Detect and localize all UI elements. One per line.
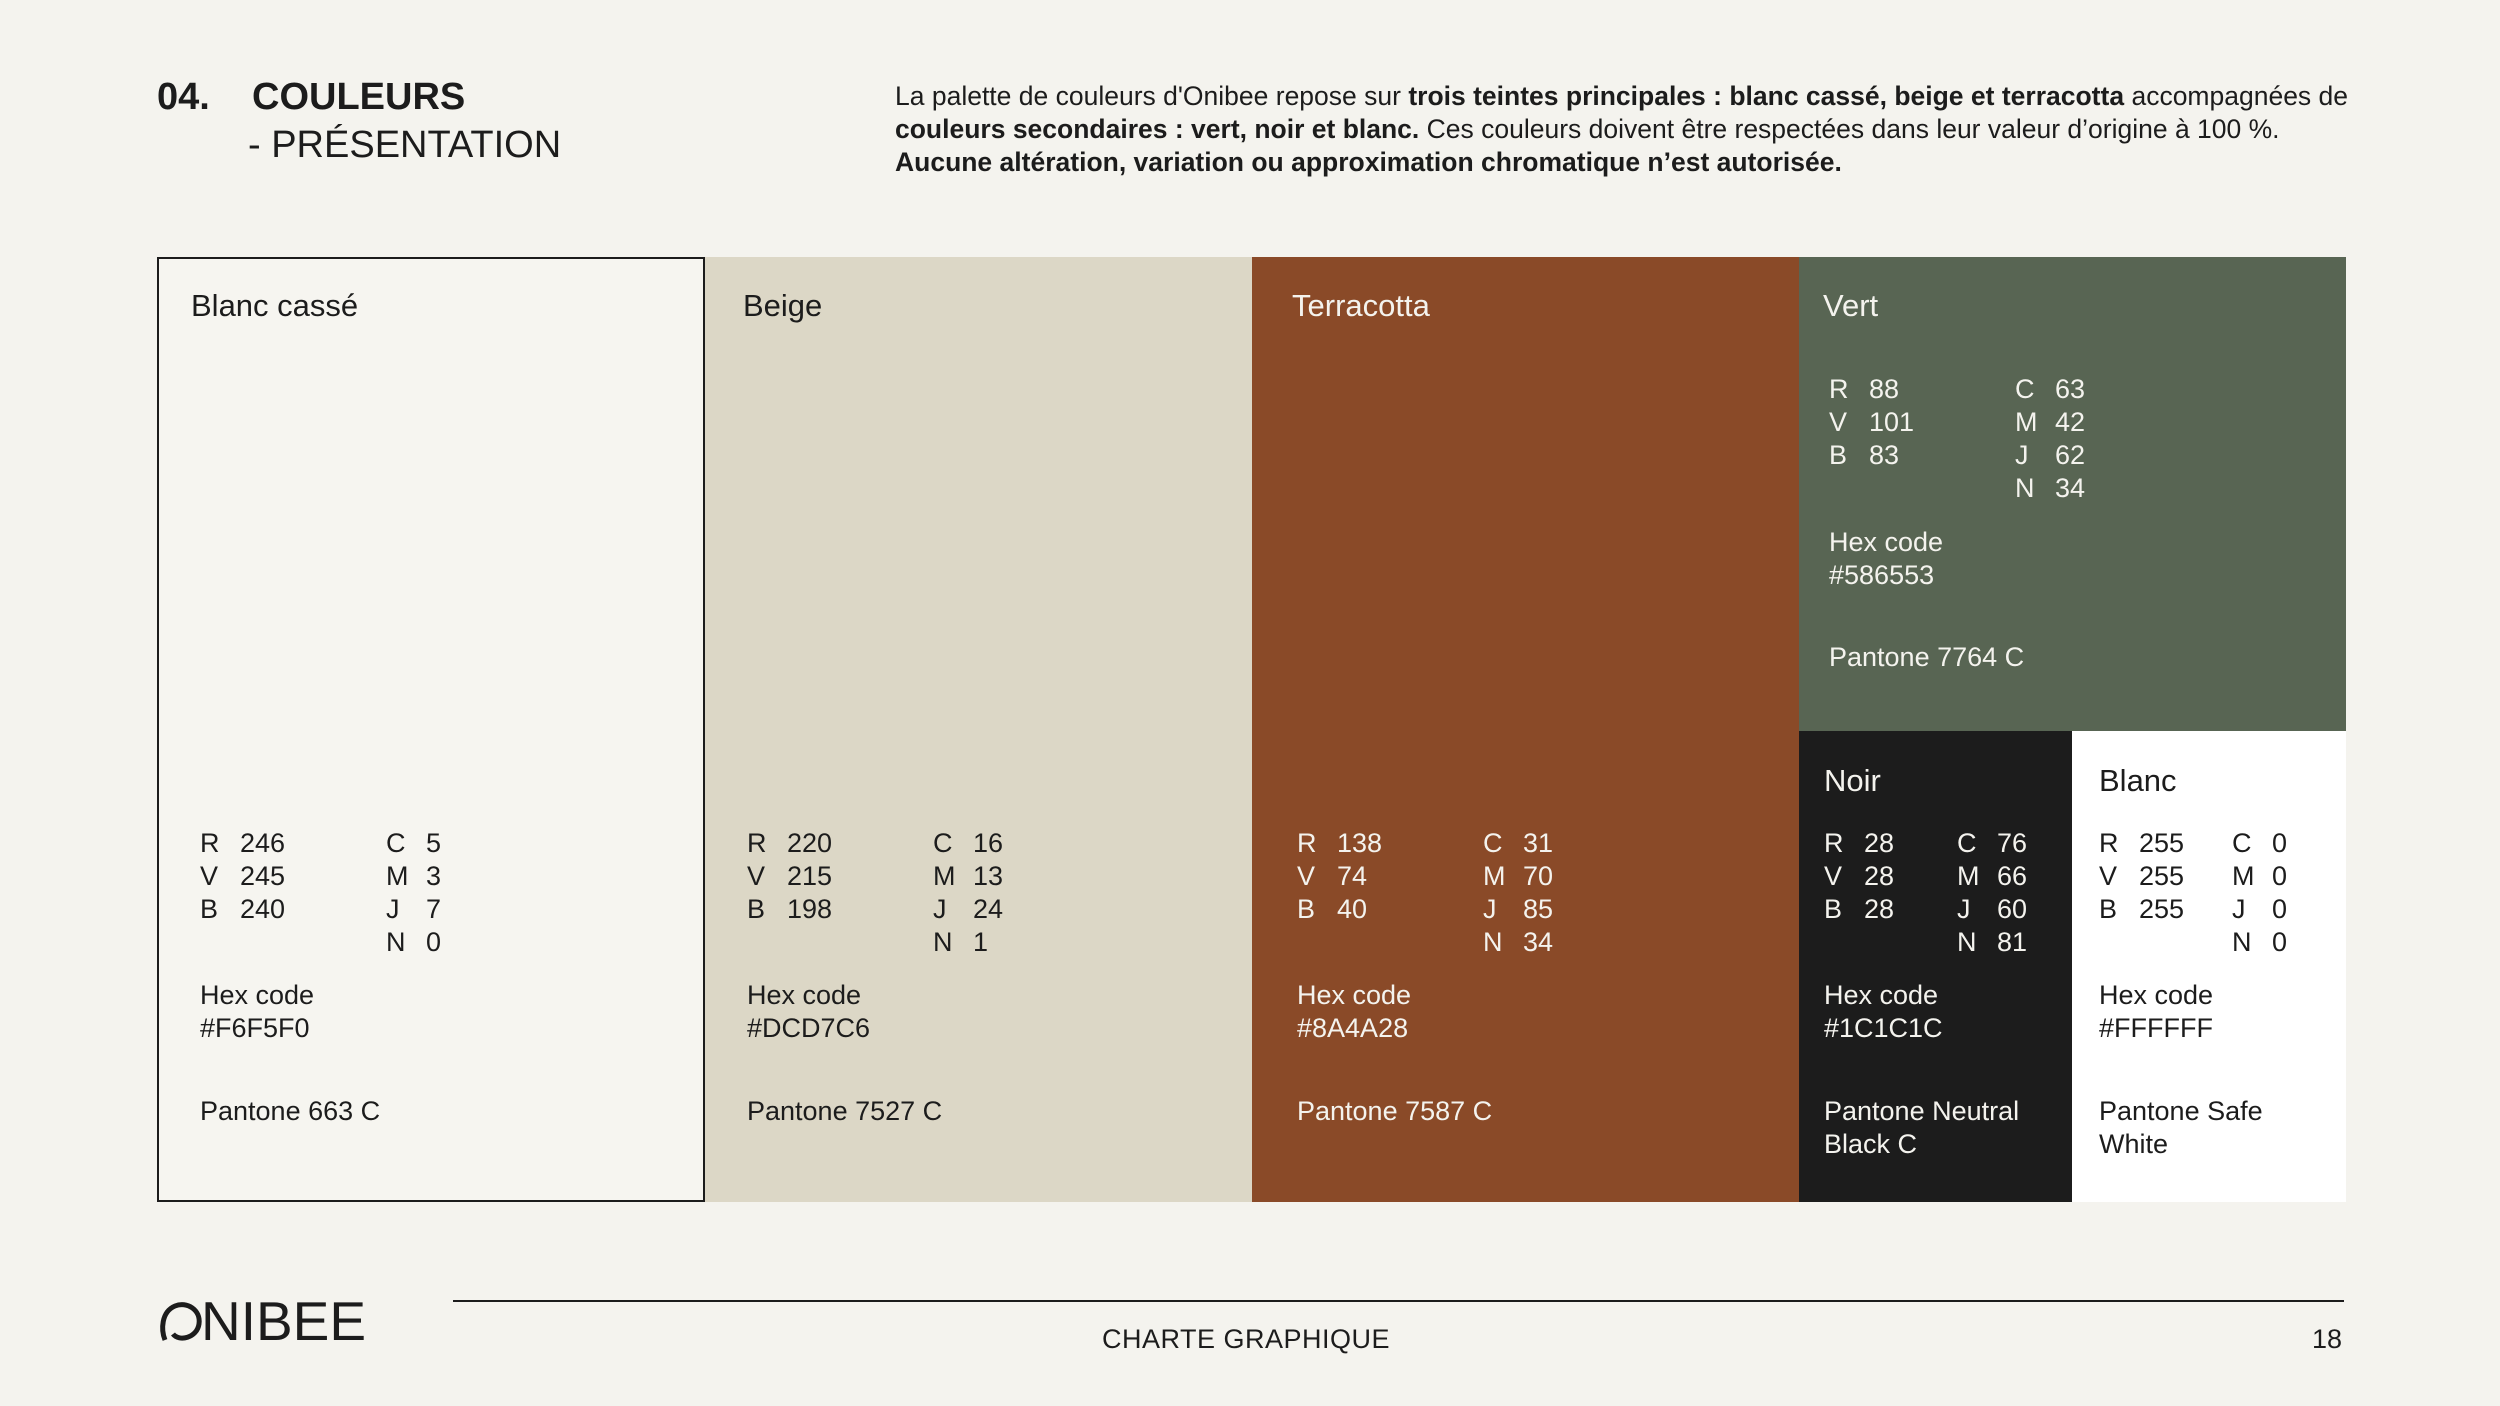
- rgb-value: [240, 926, 386, 959]
- rgb-value: [1337, 926, 1483, 959]
- cmjn-value: 63: [2055, 374, 2086, 404]
- intro-paragraph: La palette de couleurs d'Onibee repose sur trois teintes principales : blanc cassé, beige et terracotta accompagnées de couleurs secondaires : vert, noir et blanc. Ces couleurs doivent être respectées dans leur valeur d’origine à 100 %. Aucune altération, variation ou approximation chromatique n’est autorisée.: [895, 81, 2349, 177]
- cmjn-value: N: [2015, 473, 2035, 503]
- cmjn-value: C: [933, 828, 953, 858]
- rgb-value: 255: [2139, 861, 2185, 891]
- cmjn-value: 42: [2055, 407, 2086, 437]
- rgb-value: B: [1824, 894, 1843, 924]
- cmjn-value: J: [2232, 894, 2246, 924]
- cmjn-value: M: [933, 861, 956, 891]
- cmjn-value: 66: [1997, 861, 2028, 891]
- onibee-logo: [157, 1290, 417, 1350]
- rgb-value: 215: [787, 861, 833, 891]
- color-values: [1297, 827, 1669, 959]
- pantone-ref: Pantone Safe White: [2099, 1096, 2263, 1159]
- cmjn-value: 7: [426, 894, 442, 924]
- rgb-value: 88: [1869, 374, 1900, 404]
- cmjn-value: C: [386, 828, 406, 858]
- rgb-value: R: [1824, 828, 1844, 858]
- rgb-value: 198: [787, 894, 833, 924]
- rgb-value: [1864, 926, 1957, 959]
- cmjn-value: C: [2232, 828, 2252, 858]
- rgb-value: [2099, 926, 2139, 959]
- rgb-value: R: [747, 828, 767, 858]
- cmjn-value: 31: [1523, 828, 1554, 858]
- cmjn-value: M: [386, 861, 409, 891]
- cmjn-value: 3: [426, 861, 442, 891]
- rgb-value: V: [747, 861, 766, 891]
- hex-code: Hex code #586553: [1829, 527, 1944, 590]
- swatch-name: Terracotta: [1292, 288, 1430, 323]
- cmjn-value: N: [933, 927, 953, 957]
- rgb-value: R: [200, 828, 220, 858]
- swatch-name: Blanc cassé: [191, 288, 359, 323]
- rgb-value: [1297, 926, 1337, 959]
- rgb-value: V: [1824, 861, 1843, 891]
- rgb-value: 255: [2139, 828, 2185, 858]
- page-number: 18: [2312, 1324, 2343, 1354]
- rgb-value: 28: [1864, 828, 1895, 858]
- color-values: [747, 827, 1119, 959]
- rgb-value: 74: [1337, 861, 1368, 891]
- cmjn-value: M: [1483, 861, 1506, 891]
- cmjn-value: M: [2232, 861, 2255, 891]
- cmjn-value: 34: [2055, 473, 2086, 503]
- cmjn-value: J: [933, 894, 947, 924]
- cmjn-value: 13: [973, 861, 1004, 891]
- pantone-ref: Pantone 7764 C: [1829, 642, 2025, 672]
- cmjn-value: 81: [1997, 927, 2028, 957]
- swatch-name: Blanc: [2099, 763, 2177, 798]
- swatch-name: Beige: [743, 288, 823, 323]
- cmjn-value: 0: [426, 927, 442, 957]
- cmjn-value: N: [1957, 927, 1977, 957]
- rgb-value: 245: [240, 861, 286, 891]
- rgb-value: B: [747, 894, 766, 924]
- cmjn-value: M: [2015, 407, 2038, 437]
- logo-text: NIBEE: [201, 1290, 367, 1350]
- cmjn-value: 62: [2055, 440, 2086, 470]
- hex-code: Hex code #DCD7C6: [747, 980, 871, 1043]
- cmjn-value: 0: [2272, 927, 2288, 957]
- cmjn-value: 16: [973, 828, 1004, 858]
- hex-code: Hex code #8A4A28: [1297, 980, 1412, 1043]
- cmjn-value: J: [1483, 894, 1497, 924]
- rgb-value: 240: [240, 894, 286, 924]
- hex-code: Hex code #F6F5F0: [200, 980, 315, 1043]
- rgb-value: B: [1829, 440, 1848, 470]
- cmjn-value: 85: [1523, 894, 1554, 924]
- color-values: [1829, 373, 2201, 505]
- rgb-value: 220: [787, 828, 833, 858]
- cmjn-value: J: [1957, 894, 1971, 924]
- rgb-value: R: [1297, 828, 1317, 858]
- rgb-value: [2139, 926, 2232, 959]
- rgb-value: 28: [1864, 861, 1895, 891]
- swatch-blanc-casse: [157, 257, 705, 1202]
- rgb-value: [787, 926, 933, 959]
- rgb-value: [747, 926, 787, 959]
- rgb-value: V: [1829, 407, 1848, 437]
- section-subtitle: - PRÉSENTATION: [248, 124, 562, 166]
- hex-code: Hex code #1C1C1C: [1824, 980, 1943, 1043]
- cmjn-value: C: [1957, 828, 1977, 858]
- rgb-value: B: [2099, 894, 2118, 924]
- cmjn-value: 0: [2272, 828, 2288, 858]
- cmjn-value: J: [386, 894, 400, 924]
- cmjn-value: 76: [1997, 828, 2028, 858]
- cmjn-value: 5: [426, 828, 442, 858]
- swatch-beige: [705, 257, 1252, 1202]
- swatch-name: Noir: [1824, 763, 1881, 798]
- hex-code: Hex code #FFFFFF: [2099, 980, 2214, 1043]
- rgb-value: B: [200, 894, 219, 924]
- cmjn-value: 0: [2272, 894, 2288, 924]
- rgb-value: 246: [240, 828, 286, 858]
- cmjn-value: 0: [2272, 861, 2288, 891]
- rgb-value: R: [2099, 828, 2119, 858]
- rgb-value: [1824, 926, 1864, 959]
- cmjn-value: N: [2232, 927, 2252, 957]
- pantone-ref: Pantone 7587 C: [1297, 1096, 1493, 1126]
- rgb-value: [200, 926, 240, 959]
- cmjn-value: N: [386, 927, 406, 957]
- rgb-value: V: [2099, 861, 2118, 891]
- pantone-ref: Pantone 7527 C: [747, 1096, 943, 1126]
- swatch-name: Vert: [1823, 288, 1879, 323]
- cmjn-value: C: [2015, 374, 2035, 404]
- section-number: 04.: [157, 76, 210, 118]
- section-title: COULEURS: [252, 76, 466, 118]
- footer-title: CHARTE GRAPHIQUE: [1102, 1324, 1391, 1354]
- rgb-value: 101: [1869, 407, 1915, 437]
- cmjn-value: 1: [973, 927, 989, 957]
- cmjn-value: 60: [1997, 894, 2028, 924]
- cmjn-value: 24: [973, 894, 1004, 924]
- rgb-value: 40: [1337, 894, 1368, 924]
- cmjn-value: M: [1957, 861, 1980, 891]
- rgb-value: 83: [1869, 440, 1900, 470]
- rgb-value: 255: [2139, 894, 2185, 924]
- cmjn-value: 70: [1523, 861, 1554, 891]
- rgb-value: V: [1297, 861, 1316, 891]
- cmjn-value: 34: [1523, 927, 1554, 957]
- cmjn-value: C: [1483, 828, 1503, 858]
- rgb-value: [1869, 472, 2015, 505]
- cmjn-value: J: [2015, 440, 2029, 470]
- rgb-value: 28: [1864, 894, 1895, 924]
- rgb-value: 138: [1337, 828, 1383, 858]
- rgb-value: R: [1829, 374, 1849, 404]
- rgb-value: B: [1297, 894, 1316, 924]
- footer-divider: [453, 1300, 2344, 1302]
- pantone-ref: Pantone Neutral Black C: [1824, 1096, 2020, 1159]
- swatch-terracotta: [1252, 257, 1799, 1202]
- cmjn-value: N: [1483, 927, 1503, 957]
- color-values: [200, 827, 572, 959]
- rgb-value: [1829, 472, 1869, 505]
- rgb-value: V: [200, 861, 219, 891]
- pantone-ref: Pantone 663 C: [200, 1096, 381, 1126]
- color-values: [2099, 827, 2365, 959]
- color-values: [1824, 827, 2090, 959]
